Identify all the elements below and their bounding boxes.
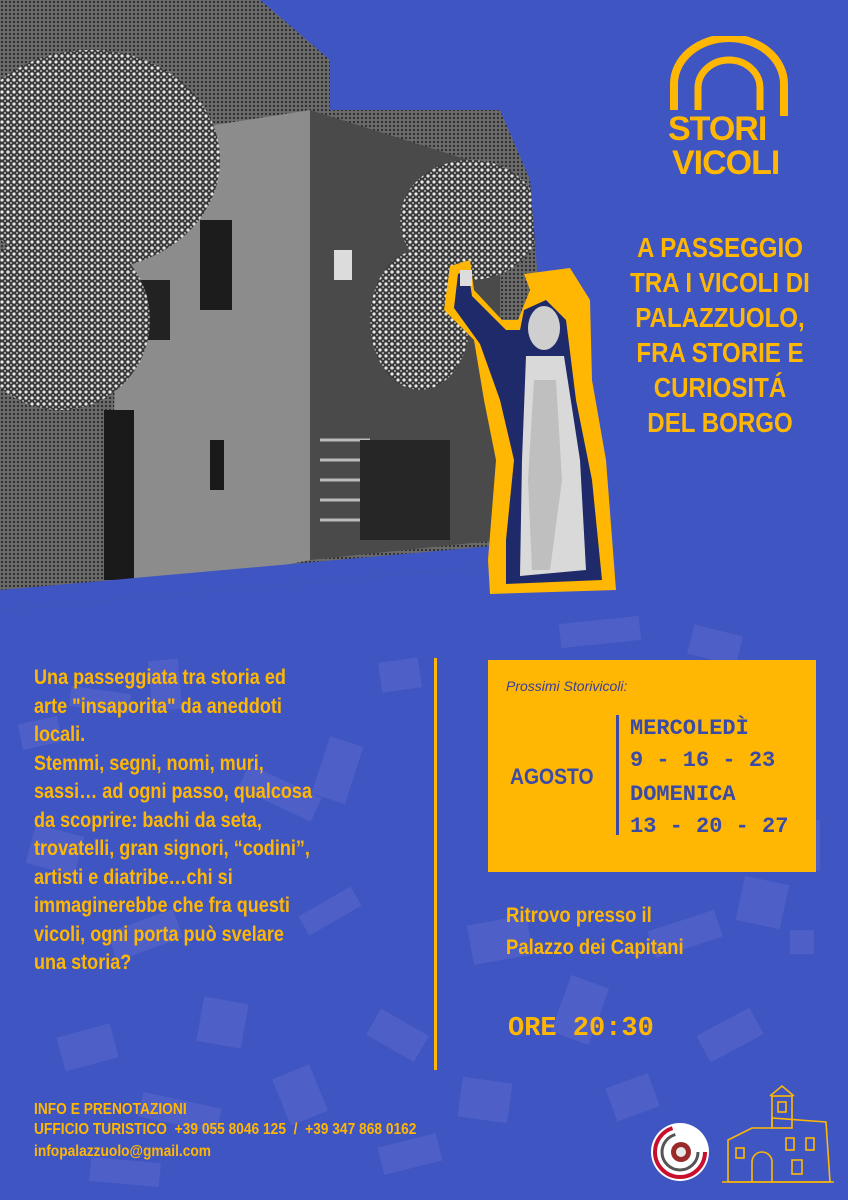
headline	[617, 230, 823, 440]
storivicoli-logo	[664, 36, 794, 186]
event-time: ORE 20:30	[508, 1014, 654, 1044]
schedule-dates: 13 - 20 - 27	[630, 814, 789, 839]
description-line: locali.	[34, 723, 86, 746]
description-line: da scoprire: bachi da seta,	[34, 808, 262, 832]
logo-line-1: STORI	[668, 110, 767, 148]
schedule-day: DOMENICA	[630, 782, 736, 807]
headline-line: FRA STORIE E	[636, 337, 804, 368]
contact-info	[34, 1100, 479, 1162]
meeting-line-2: Palazzo dei Capitani	[506, 936, 684, 959]
info-email[interactable]: infopalazzuolo@gmail.com	[34, 1143, 212, 1160]
statue-figure	[430, 260, 620, 600]
logo-line-2: VICOLI	[672, 144, 780, 182]
vertical-divider	[434, 658, 437, 1070]
headline-line: TRA I VICOLI DI	[630, 267, 810, 298]
municipality-emblem-icon	[650, 1122, 710, 1182]
description-line: vicoli, ogni porta può svelare	[34, 922, 284, 946]
description-line: una storia?	[34, 951, 132, 974]
headline-line: PALAZZUOLO,	[635, 302, 805, 333]
description-line: Stemmi, segni, nomi, muri,	[34, 751, 264, 775]
description-line: immaginerebbe che fra questi	[34, 894, 290, 917]
description	[34, 664, 414, 978]
headline-line: CURIOSITÁ	[653, 372, 787, 403]
schedule-day: MERCOLEDÌ	[630, 716, 749, 741]
schedule-month: AGOSTO	[510, 764, 594, 789]
schedule-dates: 9 - 16 - 23	[630, 748, 776, 773]
schedule-divider	[616, 715, 619, 835]
palazzo-illustration	[722, 1082, 834, 1184]
description-line: trovatelli, gran signori, “codini”,	[34, 837, 310, 860]
info-phone: UFFICIO TURISTICO +39 055 8046 125 / +39 347 868 0162	[34, 1121, 417, 1138]
description-line: sassi… ad ogni passo, qualcosa	[34, 780, 313, 803]
meeting-point	[506, 900, 708, 964]
schedule-heading: Prossimi Storivicoli:	[506, 678, 628, 694]
meeting-line-1: Ritrovo presso il	[506, 904, 652, 927]
description-line: artisti e diatribe…chi si	[34, 865, 233, 889]
headline-line: DEL BORGO	[647, 407, 793, 438]
description-line: Una passeggiata tra storia ed	[34, 666, 286, 689]
description-line: arte "insaporita" da aneddoti	[34, 694, 282, 718]
headline-line: A PASSEGGIO	[637, 232, 803, 263]
info-title: INFO E PRENOTAZIONI	[34, 1101, 187, 1118]
schedule-box	[488, 660, 816, 872]
